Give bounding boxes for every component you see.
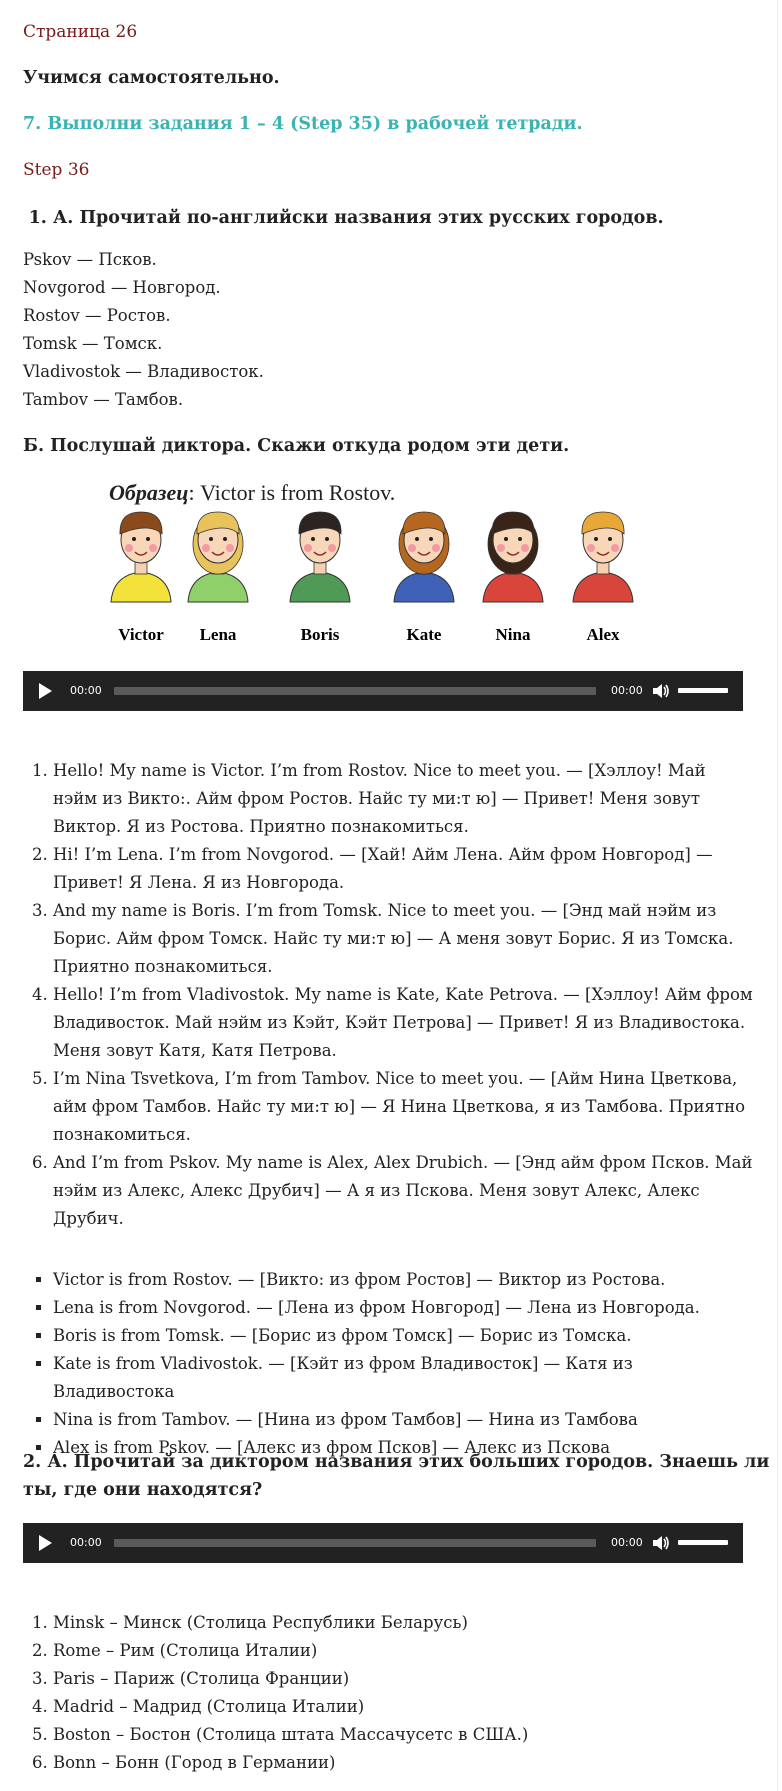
audio-player-2[interactable] <box>23 1523 743 1563</box>
city-pair: Tomsk — Томск. <box>23 334 163 353</box>
dialogue-item: 2. Hi! I’m Lena. I’m from Novgorod. — [Хай! Айм Лена. Айм фром Новгород] — Привет! Я Лена. Я из Новгорода. <box>53 841 753 897</box>
step-label: Step 36 <box>23 160 90 180</box>
seek-bar[interactable] <box>114 687 596 695</box>
answers-list <box>23 1266 753 1462</box>
city-pairs <box>23 246 264 414</box>
dialogue-item: 3. And my name is Boris. I’m from Tomsk. Nice to meet you. — [Энд май нэйм из Борис. Айм фром Томск. Найс ту ми:т ю] — А меня зовут Борис. Я из Томска. Приятно познакомиться. <box>53 897 753 981</box>
child-name: Lena <box>199 625 237 644</box>
big-city-item: 1. Minsk – Минск (Столица Республики Беларусь) <box>53 1609 753 1637</box>
dialogue-item: 6. And I’m from Pskov. My name is Alex, Alex Drubich. — [Энд айм фром Псков. Май нэйм из Алекс, Алекс Друбич] — А я из Пскова. Меня зовут Алекс, Алекс Друбич. <box>53 1149 753 1233</box>
answer-item: ▪ Nina is from Tambov. — [Нина из фром Тамбов] — Нина из Тамбова <box>53 1406 753 1434</box>
dialogue-list <box>23 757 753 1233</box>
child-name: Boris <box>300 625 340 644</box>
answer-item: ▪ Victor is from Rostov. — [Викто: из фром Ростов] — Виктор из Ростова. <box>53 1266 753 1294</box>
child-figure <box>394 512 454 644</box>
example-label: Образец <box>109 480 189 505</box>
right-border <box>777 0 778 1791</box>
exercise-1b-heading: Б. Послушай диктора. Скажи откуда родом эти дети. <box>23 436 570 456</box>
page-number: Страница 26 <box>23 22 138 42</box>
child-figure <box>111 512 171 644</box>
self-study-heading: Учимся самостоятельно. <box>23 68 280 88</box>
volume-slider[interactable] <box>678 688 728 693</box>
child-name: Nina <box>495 625 531 644</box>
big-city-item: 5. Boston – Бостон (Столица штата Массачусетс в США.) <box>53 1721 753 1749</box>
audio-player-1[interactable] <box>23 671 743 711</box>
city-pair: Pskov — Псков. <box>23 250 157 269</box>
city-pair: Vladivostok — Владивосток. <box>23 362 264 381</box>
volume-icon[interactable] <box>651 681 671 701</box>
exercise-2a-heading-line2: ты, где они находятся? <box>23 1480 263 1500</box>
duration-time: 00:00 <box>611 684 643 697</box>
answer-item: ▪ Lena is from Novgorod. — [Лена из фром Новгород] — Лена из Новгорода. <box>53 1294 753 1322</box>
child-name: Alex <box>586 625 620 644</box>
answer-item: ▪ Kate is from Vladivostok. — [Кэйт из фром Владивосток] — Катя из Владивостока <box>53 1350 753 1406</box>
exercise-1a-heading: 1. А. Прочитай по-английски названия этих русских городов. <box>53 204 664 232</box>
city-pair: Rostov — Ростов. <box>23 306 171 325</box>
volume-slider[interactable] <box>678 1540 728 1545</box>
city-pair: Tambov — Тамбов. <box>23 390 184 409</box>
city-pair: Novgorod — Новгород. <box>23 278 221 297</box>
play-icon[interactable] <box>39 683 52 699</box>
dialogue-item: 5. I’m Nina Tsvetkova, I’m from Tambov. Nice to meet you. — [Айм Нина Цветкова, айм фром Тамбов. Найс ту ми:т ю] — Я Нина Цветкова, я из Тамбова. Приятно познакомиться. <box>53 1065 753 1149</box>
answer-item: ▪ Alex is from Pskov. — [Алекс из фром Псков] — Алекс из Пскова <box>53 1434 753 1462</box>
example-text: : Victor is from Rostov. <box>188 480 396 505</box>
volume-icon[interactable] <box>651 1533 671 1553</box>
big-city-item: 2. Rome – Рим (Столица Италии) <box>53 1637 753 1665</box>
child-figure <box>573 512 633 644</box>
play-icon[interactable] <box>39 1535 52 1551</box>
answer-item: ▪ Boris is from Tomsk. — [Борис из фром Томск] — Борис из Томска. <box>53 1322 753 1350</box>
duration-time: 00:00 <box>611 1536 643 1549</box>
seek-bar[interactable] <box>114 1539 596 1547</box>
big-city-item: 4. Madrid – Мадрид (Столица Италии) <box>53 1693 753 1721</box>
dialogue-item: 1. Hello! My name is Victor. I’m from Rostov. Nice to meet you. — [Хэллоу! Май нэйм из Викто:. Айм фром Ростов. Найс ту ми:т ю] — Привет! Меня зовут Виктор. Я из Ростова. Приятно познакомиться. <box>53 757 753 841</box>
task-7-heading: 7. Выполни задания 1 – 4 (Step 35) в рабочей тетради. <box>23 114 583 134</box>
child-figure <box>188 512 248 644</box>
current-time: 00:00 <box>70 684 102 697</box>
child-figure <box>483 512 543 644</box>
exercise-2a-heading-line1: 2. А. Прочитай за диктором названия этих больших городов. Знаешь ли <box>23 1452 770 1472</box>
current-time: 00:00 <box>70 1536 102 1549</box>
child-name: Victor <box>118 625 164 644</box>
children-illustration <box>83 472 703 652</box>
child-name: Kate <box>406 625 442 644</box>
dialogue-item: 4. Hello! I’m from Vladivostok. My name is Kate, Kate Petrova. — [Хэллоу! Айм фром Владивосток. Май нэйм из Кэйт, Кэйт Петрова] — Привет! Я из Владивостока. Меня зовут Катя, Катя Петрова. <box>53 981 753 1065</box>
children-figures <box>83 472 703 652</box>
big-city-item: 3. Paris – Париж (Столица Франции) <box>53 1665 753 1693</box>
big-city-item: 6. Bonn – Бонн (Город в Германии) <box>53 1749 753 1777</box>
exercise-1-heading-list <box>23 204 664 232</box>
big-cities-list <box>23 1609 753 1777</box>
child-figure <box>290 512 350 644</box>
